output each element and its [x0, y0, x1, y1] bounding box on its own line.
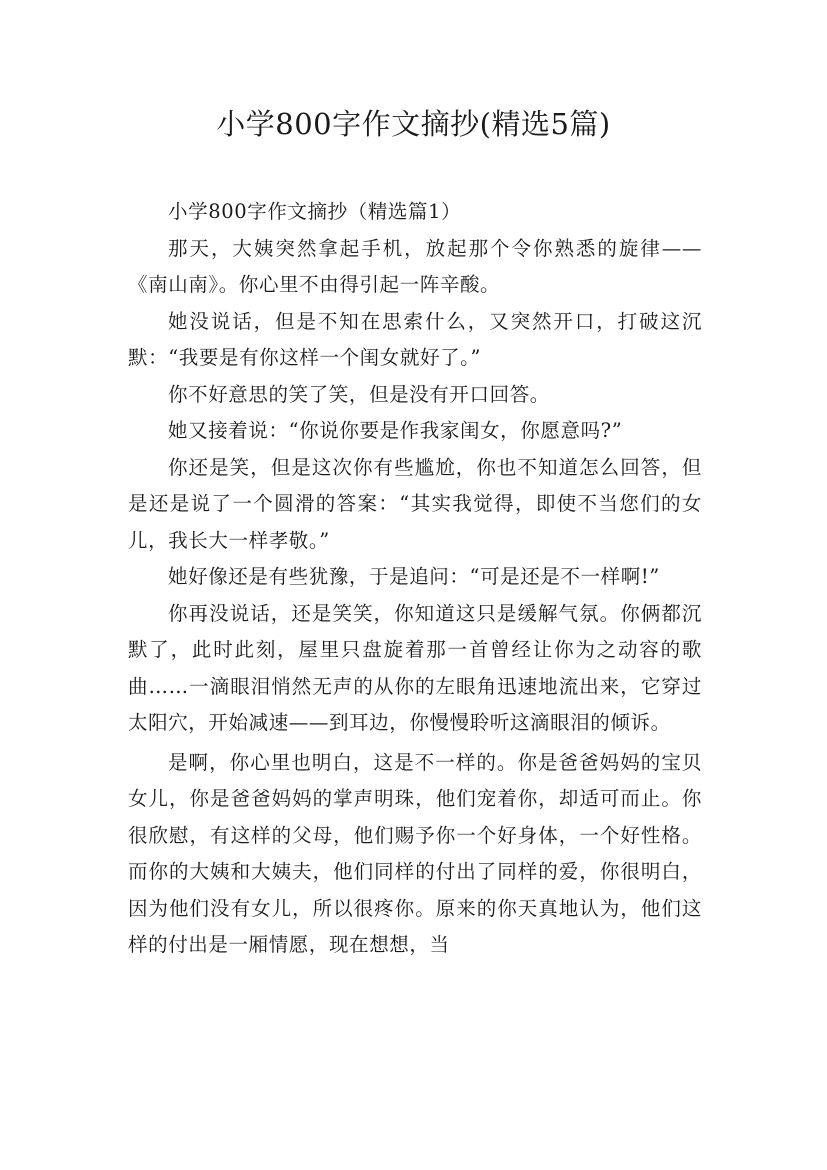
paragraph: 你不好意思的笑了笑，但是没有开口回答。	[168, 382, 550, 406]
document-body	[128, 194, 702, 964]
paragraph: 她又接着说：“你说你要是作我家闺女，你愿意吗?”	[168, 419, 623, 442]
paragraph: 那天，大姨突然拿起手机，放起那个令你熟悉的旋律——《南山南》。你心里不由得引起一阵辛酸。	[128, 236, 702, 296]
paragraph: 你再没说话，还是笑笑，你知道这只是缓解气氛。你俩都沉默了，此时此刻，屋里只盘旋着那一首曾经让你为之动容的歌曲……一滴眼泪悄然无声的从你的左眼角迅速地流出来，它穿过太阳穴，开始减速——到耳边，你慢慢聆听这滴眼泪的倾诉。	[128, 601, 702, 734]
paragraph: 她没说话，但是不知在思索什么，又突然开口，打破这沉默：“我要是有你这样一个闺女就好了。”	[128, 309, 702, 369]
section-heading: 小学800字作文摘抄（精选篇1）	[168, 200, 462, 223]
document-title: 小学800字作文摘抄(精选5篇)	[216, 107, 611, 141]
paragraph: 你还是笑，但是这次你有些尴尬，你也不知道怎么回答，但是还是说了一个圆滑的答案：“其实我觉得，即使不当您们的女儿，我长大一样孝敬。”	[128, 455, 702, 552]
paragraph: 她好像还是有些犹豫，于是追问：“可是还是不一样啊!”	[168, 565, 660, 588]
paragraph: 是啊，你心里也明白，这是不一样的。你是爸爸妈妈的宝贝女儿，你是爸爸妈妈的掌声明珠，他们宠着你，却适可而止。你很欣慰，有这样的父母，他们赐予你一个好身体，一个好性格。而你的大姨和大姨夫，他们同样的付出了同样的爱，你很明白，因为他们没有女儿，所以很疼你。原来的你天真地认为，他们这样的付出是一厢情愿，现在想想，当	[128, 750, 702, 956]
